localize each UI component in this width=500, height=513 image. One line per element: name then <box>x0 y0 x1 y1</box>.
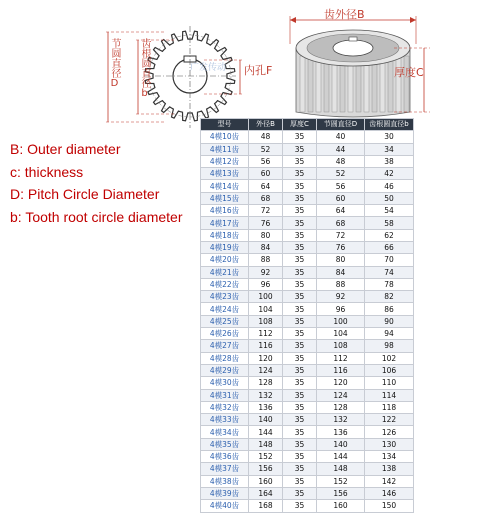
side-tooth <box>388 56 393 112</box>
cell-model: 4模18齿 <box>201 229 249 241</box>
cell-outer-diameter: 96 <box>249 278 283 290</box>
cell-thickness: 35 <box>283 414 317 426</box>
cell-outer-diameter: 144 <box>249 426 283 438</box>
cell-pitch-diameter: 60 <box>317 192 365 204</box>
cell-thickness: 35 <box>283 192 317 204</box>
cell-thickness: 35 <box>283 143 317 155</box>
cell-thickness: 35 <box>283 217 317 229</box>
table-row <box>201 278 414 290</box>
cell-pitch-diameter: 108 <box>317 340 365 352</box>
cell-model: 4模24齿 <box>201 303 249 315</box>
cell-root-diameter: 118 <box>365 401 414 413</box>
cell-model: 4模32齿 <box>201 401 249 413</box>
cell-model: 4模36齿 <box>201 451 249 463</box>
cell-root-diameter: 106 <box>365 364 414 376</box>
cell-root-diameter: 66 <box>365 241 414 253</box>
cell-outer-diameter: 72 <box>249 205 283 217</box>
cell-outer-diameter: 52 <box>249 143 283 155</box>
cell-outer-diameter: 132 <box>249 389 283 401</box>
cell-pitch-diameter: 72 <box>317 229 365 241</box>
table-row <box>201 500 414 512</box>
cell-model: 4模28齿 <box>201 352 249 364</box>
cell-thickness: 35 <box>283 168 317 180</box>
cell-outer-diameter: 104 <box>249 303 283 315</box>
table-row <box>201 426 414 438</box>
table-row <box>201 340 414 352</box>
table-row <box>201 377 414 389</box>
header-outer-diameter: 外径B <box>249 119 283 131</box>
cell-pitch-diameter: 96 <box>317 303 365 315</box>
spec-table <box>200 118 414 513</box>
cell-thickness: 35 <box>283 254 317 266</box>
legend-outer-diameter: B: Outer diameter <box>10 141 121 157</box>
table-row <box>201 328 414 340</box>
cell-pitch-diameter: 152 <box>317 475 365 487</box>
cell-model: 4模30齿 <box>201 377 249 389</box>
cell-outer-diameter: 64 <box>249 180 283 192</box>
table-row <box>201 168 414 180</box>
table-row <box>201 475 414 487</box>
cell-pitch-diameter: 140 <box>317 438 365 450</box>
cell-outer-diameter: 84 <box>249 241 283 253</box>
cell-outer-diameter: 152 <box>249 451 283 463</box>
table-row <box>201 401 414 413</box>
cell-root-diameter: 70 <box>365 254 414 266</box>
cell-root-diameter: 110 <box>365 377 414 389</box>
table-row <box>201 291 414 303</box>
cell-outer-diameter: 100 <box>249 291 283 303</box>
cell-pitch-diameter: 124 <box>317 389 365 401</box>
cell-root-diameter: 62 <box>365 229 414 241</box>
cell-thickness: 35 <box>283 205 317 217</box>
cell-thickness: 35 <box>283 364 317 376</box>
cell-outer-diameter: 168 <box>249 500 283 512</box>
table-row <box>201 389 414 401</box>
cell-pitch-diameter: 144 <box>317 451 365 463</box>
cell-thickness: 35 <box>283 155 317 167</box>
cell-model: 4模17齿 <box>201 217 249 229</box>
table-row <box>201 143 414 155</box>
cell-pitch-diameter: 112 <box>317 352 365 364</box>
cell-pitch-diameter: 136 <box>317 426 365 438</box>
cell-root-diameter: 114 <box>365 389 414 401</box>
cell-model: 4模38齿 <box>201 475 249 487</box>
cell-thickness: 35 <box>283 487 317 499</box>
label-bore: 内孔F <box>244 64 273 77</box>
cell-pitch-diameter: 116 <box>317 364 365 376</box>
header-pitch-diameter: 节圆直径D <box>317 119 365 131</box>
cell-model: 4模13齿 <box>201 168 249 180</box>
cell-root-diameter: 34 <box>365 143 414 155</box>
cell-pitch-diameter: 88 <box>317 278 365 290</box>
label-root-diameter: 齿根圆直径b <box>139 38 150 99</box>
cell-pitch-diameter: 48 <box>317 155 365 167</box>
cell-root-diameter: 126 <box>365 426 414 438</box>
cell-thickness: 35 <box>283 291 317 303</box>
table-row <box>201 192 414 204</box>
cell-outer-diameter: 80 <box>249 229 283 241</box>
cell-model: 4模16齿 <box>201 205 249 217</box>
cell-root-diameter: 54 <box>365 205 414 217</box>
cell-outer-diameter: 68 <box>249 192 283 204</box>
cell-root-diameter: 98 <box>365 340 414 352</box>
cell-model: 4模20齿 <box>201 254 249 266</box>
table-row <box>201 266 414 278</box>
cell-root-diameter: 82 <box>365 291 414 303</box>
cell-thickness: 35 <box>283 328 317 340</box>
cell-outer-diameter: 92 <box>249 266 283 278</box>
cell-thickness: 35 <box>283 401 317 413</box>
cell-pitch-diameter: 44 <box>317 143 365 155</box>
cell-model: 4模11齿 <box>201 143 249 155</box>
legend-thickness: c: thickness <box>10 163 84 180</box>
cell-pitch-diameter: 148 <box>317 463 365 475</box>
table-row <box>201 364 414 376</box>
cell-outer-diameter: 136 <box>249 401 283 413</box>
cell-model: 4模35齿 <box>201 438 249 450</box>
cell-model: 4模15齿 <box>201 192 249 204</box>
table-row <box>201 414 414 426</box>
cell-thickness: 35 <box>283 352 317 364</box>
cell-thickness: 35 <box>283 180 317 192</box>
cell-model: 4模29齿 <box>201 364 249 376</box>
cell-outer-diameter: 48 <box>249 131 283 143</box>
cell-pitch-diameter: 40 <box>317 131 365 143</box>
cell-thickness: 35 <box>283 438 317 450</box>
cell-outer-diameter: 108 <box>249 315 283 327</box>
cell-model: 4模34齿 <box>201 426 249 438</box>
cell-root-diameter: 122 <box>365 414 414 426</box>
table-row <box>201 487 414 499</box>
cell-outer-diameter: 160 <box>249 475 283 487</box>
cell-model: 4模37齿 <box>201 463 249 475</box>
cell-model: 4模25齿 <box>201 315 249 327</box>
cell-root-diameter: 150 <box>365 500 414 512</box>
cell-outer-diameter: 112 <box>249 328 283 340</box>
cell-root-diameter: 138 <box>365 463 414 475</box>
table-row <box>201 241 414 253</box>
cell-pitch-diameter: 68 <box>317 217 365 229</box>
table-row <box>201 438 414 450</box>
cell-outer-diameter: 124 <box>249 364 283 376</box>
cell-pitch-diameter: 120 <box>317 377 365 389</box>
cell-outer-diameter: 164 <box>249 487 283 499</box>
table-header-row <box>201 119 414 131</box>
cell-outer-diameter: 156 <box>249 463 283 475</box>
cell-thickness: 35 <box>283 340 317 352</box>
cell-pitch-diameter: 128 <box>317 401 365 413</box>
cell-root-diameter: 50 <box>365 192 414 204</box>
cell-outer-diameter: 88 <box>249 254 283 266</box>
cell-outer-diameter: 128 <box>249 377 283 389</box>
legend-root-diameter: b: Tooth root circle diameter <box>10 208 183 225</box>
cell-thickness: 35 <box>283 303 317 315</box>
cell-root-diameter: 38 <box>365 155 414 167</box>
cell-outer-diameter: 56 <box>249 155 283 167</box>
cell-thickness: 35 <box>283 377 317 389</box>
cell-root-diameter: 78 <box>365 278 414 290</box>
cell-thickness: 35 <box>283 278 317 290</box>
table-row <box>201 254 414 266</box>
cell-pitch-diameter: 100 <box>317 315 365 327</box>
cell-pitch-diameter: 76 <box>317 241 365 253</box>
table-row <box>201 303 414 315</box>
side-tooth <box>308 56 313 112</box>
cell-root-diameter: 58 <box>365 217 414 229</box>
cell-outer-diameter: 76 <box>249 217 283 229</box>
cell-pitch-diameter: 84 <box>317 266 365 278</box>
cell-model: 4模39齿 <box>201 487 249 499</box>
cell-pitch-diameter: 56 <box>317 180 365 192</box>
legend-pitch-diameter: D: Pitch Circle Diameter <box>10 186 160 202</box>
header-root-diameter: 齿根圆直径b <box>365 119 414 131</box>
cell-root-diameter: 146 <box>365 487 414 499</box>
cell-model: 4模27齿 <box>201 340 249 352</box>
cell-thickness: 35 <box>283 315 317 327</box>
cell-root-diameter: 134 <box>365 451 414 463</box>
table-row <box>201 352 414 364</box>
cell-model: 4模12齿 <box>201 155 249 167</box>
cell-model: 4模40齿 <box>201 500 249 512</box>
table-row <box>201 229 414 241</box>
cell-root-diameter: 46 <box>365 180 414 192</box>
cell-thickness: 35 <box>283 463 317 475</box>
legend <box>10 138 200 228</box>
table-row <box>201 155 414 167</box>
label-pitch-diameter: 节圆直径D <box>109 38 120 89</box>
table-row <box>201 463 414 475</box>
table-row <box>201 180 414 192</box>
label-outer-diameter: 齿外径B <box>324 8 365 21</box>
cell-model: 4模31齿 <box>201 389 249 401</box>
cell-pitch-diameter: 156 <box>317 487 365 499</box>
cell-thickness: 35 <box>283 426 317 438</box>
cell-thickness: 35 <box>283 451 317 463</box>
cell-outer-diameter: 140 <box>249 414 283 426</box>
cell-outer-diameter: 60 <box>249 168 283 180</box>
cell-pitch-diameter: 132 <box>317 414 365 426</box>
table-row <box>201 205 414 217</box>
cell-model: 4模21齿 <box>201 266 249 278</box>
cell-root-diameter: 94 <box>365 328 414 340</box>
cell-root-diameter: 130 <box>365 438 414 450</box>
cell-pitch-diameter: 52 <box>317 168 365 180</box>
cell-outer-diameter: 116 <box>249 340 283 352</box>
cell-thickness: 35 <box>283 131 317 143</box>
cell-root-diameter: 90 <box>365 315 414 327</box>
table-row <box>201 451 414 463</box>
cell-pitch-diameter: 80 <box>317 254 365 266</box>
side-tooth <box>300 56 305 112</box>
cell-thickness: 35 <box>283 500 317 512</box>
side-tooth <box>380 56 385 112</box>
cell-root-diameter: 74 <box>365 266 414 278</box>
cell-root-diameter: 142 <box>365 475 414 487</box>
cell-pitch-diameter: 92 <box>317 291 365 303</box>
cell-root-diameter: 30 <box>365 131 414 143</box>
cell-model: 4模26齿 <box>201 328 249 340</box>
cell-model: 4模22齿 <box>201 278 249 290</box>
cell-model: 4模10齿 <box>201 131 249 143</box>
gear-side-body <box>296 30 410 117</box>
cell-model: 4模33齿 <box>201 414 249 426</box>
cell-thickness: 35 <box>283 389 317 401</box>
cell-model: 4模23齿 <box>201 291 249 303</box>
cell-thickness: 35 <box>283 241 317 253</box>
cell-pitch-diameter: 104 <box>317 328 365 340</box>
cell-root-diameter: 102 <box>365 352 414 364</box>
cell-thickness: 35 <box>283 266 317 278</box>
table-row <box>201 315 414 327</box>
label-thickness: 厚度C <box>394 66 424 79</box>
cell-pitch-diameter: 64 <box>317 205 365 217</box>
cell-outer-diameter: 148 <box>249 438 283 450</box>
header-thickness: 厚度C <box>283 119 317 131</box>
cell-thickness: 35 <box>283 229 317 241</box>
side-tooth <box>316 56 321 112</box>
cell-model: 4模19齿 <box>201 241 249 253</box>
cell-thickness: 35 <box>283 475 317 487</box>
cell-model: 4模14齿 <box>201 180 249 192</box>
table-row <box>201 131 414 143</box>
cell-root-diameter: 86 <box>365 303 414 315</box>
table-row <box>201 217 414 229</box>
header-model: 型号 <box>201 119 249 131</box>
watermark-logo: 广发传动 <box>190 63 227 73</box>
cell-root-diameter: 42 <box>365 168 414 180</box>
cell-outer-diameter: 120 <box>249 352 283 364</box>
cell-pitch-diameter: 160 <box>317 500 365 512</box>
